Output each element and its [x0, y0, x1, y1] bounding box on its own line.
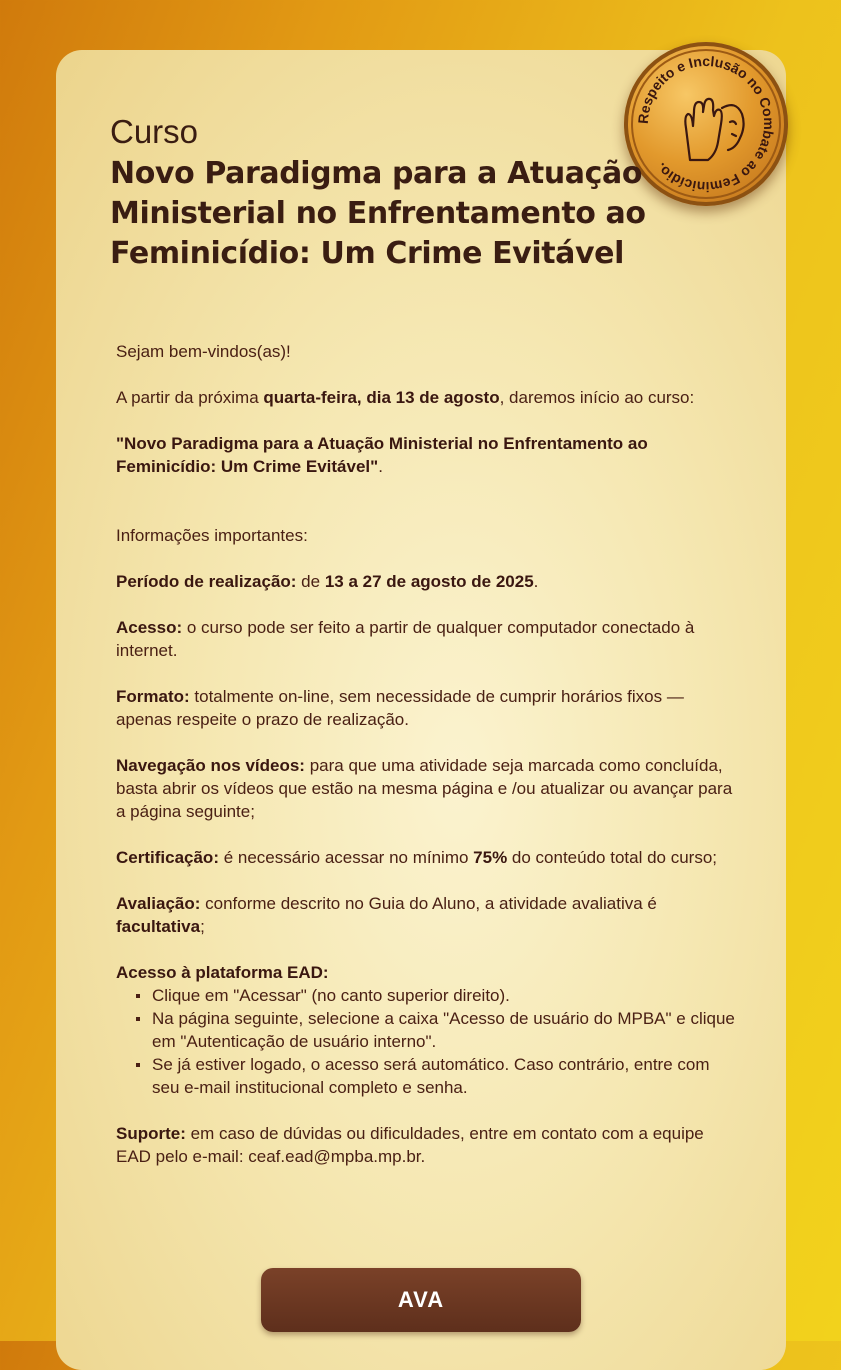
support-paragraph — [116, 1122, 741, 1168]
access-label: Acesso: — [116, 618, 183, 637]
list-item: Na página seguinte, selecione a caixa "Acesso de usuário do MPBA" e clique em "Autenticação de usuário interno". — [116, 1007, 741, 1053]
evaluation-label: Avaliação: — [116, 894, 201, 913]
course-header — [110, 112, 750, 274]
list-item: Clique em "Acessar" (no canto superior direito). — [116, 984, 741, 1007]
certification-suffix: do conteúdo total do curso; — [507, 848, 717, 867]
start-suffix: , daremos início ao curso: — [499, 388, 695, 407]
format-text: totalmente on-line, sem necessidade de cumprir horários fixos — apenas respeite o prazo de realização. — [116, 687, 684, 729]
support-label: Suporte: — [116, 1124, 186, 1143]
support-text: em caso de dúvidas ou dificuldades, entre em contato com a equipe EAD pelo e-mail: ceaf.ead@mpba.mp.br. — [116, 1124, 704, 1166]
period-prefix: de — [296, 572, 325, 591]
course-title: Novo Paradigma para a Atuação Ministerial no Enfrentamento ao Feminicídio: Um Crime Evitável — [110, 156, 646, 271]
evaluation-text: conforme descrito no Guia do Aluno, a atividade avaliativa é — [200, 894, 657, 913]
access-paragraph — [116, 616, 741, 662]
period-paragraph — [116, 570, 741, 593]
format-label: Formato: — [116, 687, 190, 706]
start-prefix: A partir da próxima — [116, 388, 264, 407]
info-heading: Informações importantes: — [116, 526, 308, 545]
platform-label: Acesso à plataforma EAD: — [116, 963, 329, 982]
navigation-paragraph — [116, 754, 741, 823]
navigation-label: Navegação nos vídeos: — [116, 756, 305, 775]
certification-paragraph — [116, 846, 741, 869]
course-kicker: Curso — [110, 113, 199, 150]
certification-prefix: é necessário acessar no mínimo — [218, 848, 474, 867]
ava-button[interactable]: AVA — [261, 1268, 581, 1332]
course-quote-paragraph — [116, 432, 741, 478]
greeting-text: Sejam bem-vindos(as)! — [116, 342, 291, 361]
navigation-text: para que uma atividade seja marcada como concluída, basta abrir os vídeos que estão na mesma página e /ou atualizar ou avançar para a página seguinte; — [116, 756, 733, 821]
evaluation-paragraph — [116, 892, 741, 938]
course-quote-end: . — [378, 457, 383, 476]
start-date: quarta-feira, dia 13 de agosto — [263, 388, 500, 407]
message-body — [116, 340, 741, 1168]
evaluation-end: ; — [200, 917, 205, 936]
start-paragraph — [116, 386, 741, 409]
access-text: o curso pode ser feito a partir de qualquer computador conectado à internet. — [116, 618, 695, 660]
period-label: Período de realização: — [116, 572, 297, 591]
period-end: . — [533, 572, 539, 591]
format-paragraph — [116, 685, 741, 731]
platform-heading — [116, 961, 741, 984]
certification-label: Certificação: — [116, 848, 219, 867]
course-quote: "Novo Paradigma para a Atuação Ministerial no Enfrentamento ao Feminicídio: Um Crime Evitável" — [116, 434, 648, 476]
badge-text: Respeito e Inclusão no Combate ao Feminicídio. — [634, 52, 778, 196]
period-value: 13 a 27 de agosto de 2025 — [324, 572, 534, 591]
certification-value: 75% — [473, 848, 508, 867]
platform-steps — [116, 984, 741, 1099]
evaluation-value: facultativa — [116, 917, 201, 936]
list-item: Se já estiver logado, o acesso será automático. Caso contrário, entre com seu e-mail institucional completo e senha. — [116, 1053, 741, 1099]
